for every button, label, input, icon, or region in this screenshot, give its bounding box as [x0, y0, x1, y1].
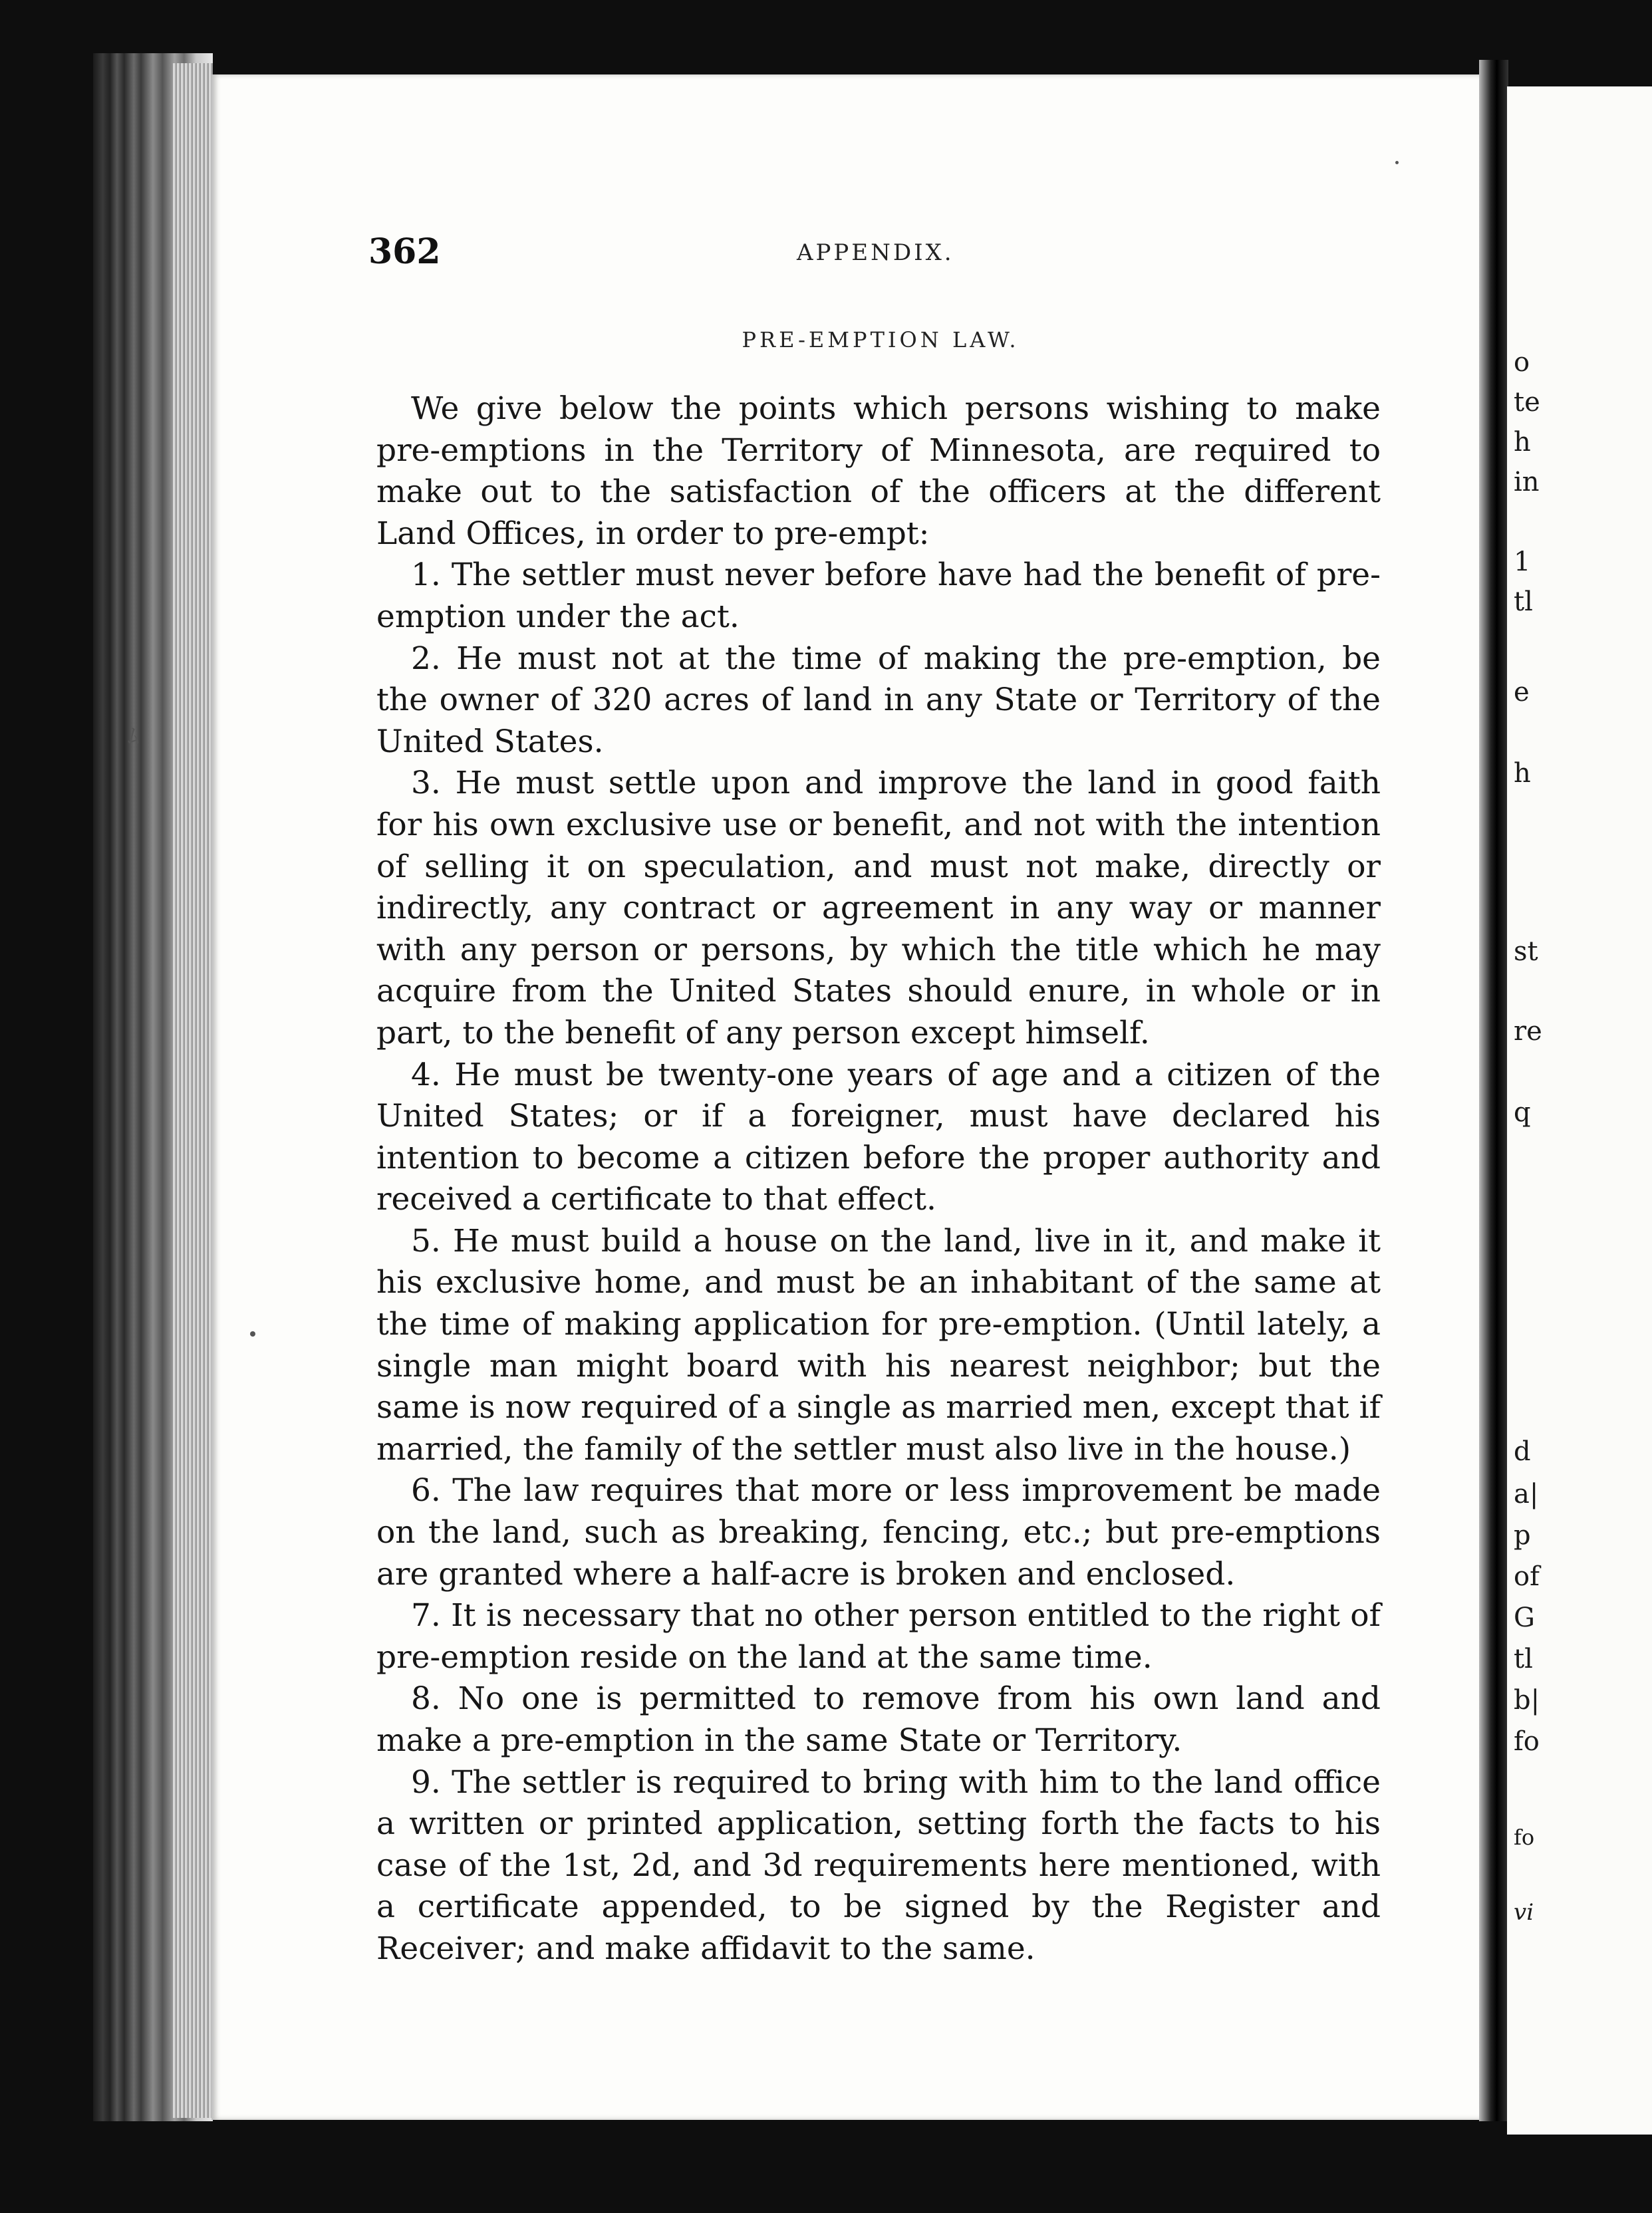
facing-page-fragment: h — [1514, 427, 1531, 457]
facing-page-fragment: of — [1514, 1561, 1540, 1592]
requirement-1: 1. The settler must never before have had the benefit of pre-emption under the act. — [376, 557, 1381, 635]
facing-page-fragment: q — [1514, 1097, 1531, 1128]
facing-page-fragment: p — [1514, 1520, 1531, 1551]
requirement-7: 7. It is necessary that no other person entitled to the right of pre-emption reside on the land at the same time. — [376, 1597, 1381, 1676]
facing-page-fragment: h — [1514, 758, 1531, 789]
requirement-6: 6. The law requires that more or less improvement be made on the land, such as breaking, fencing, etc.; but pre-emptions are granted where a half-acre is broken and enclosed. — [376, 1472, 1381, 1593]
body-text — [376, 388, 1381, 1970]
intro-paragraph: We give below the points which persons wishing to make pre-emptions in the Territory of Minnesota, are required to make out to the satisfaction of the officers at the different Land Offices, in order to pre-empt: — [376, 390, 1381, 552]
book-page-edge-lines — [173, 63, 213, 2118]
facing-page-fragment: e — [1514, 677, 1530, 708]
facing-page-fragment: 1 — [1514, 547, 1531, 577]
book-gutter — [1479, 60, 1508, 2121]
facing-page-fragment: re — [1514, 1016, 1542, 1047]
facing-page-fragment: st — [1514, 936, 1538, 967]
facing-page-fragment: fo — [1514, 1825, 1535, 1850]
ink-speck — [250, 1331, 255, 1337]
facing-page — [1507, 86, 1652, 2135]
facing-page-fragment: d — [1514, 1436, 1531, 1467]
page-number: 362 — [368, 231, 441, 272]
section-title: PRE-EMPTION LAW. — [742, 327, 1020, 352]
facing-page-fragment: a| — [1514, 1479, 1539, 1509]
facing-page-fragment: tl — [1514, 586, 1533, 617]
requirement-2: 2. He must not at the time of making the pre-emption, be the owner of 320 acres of land in any State or Territory of the United States. — [376, 640, 1381, 760]
facing-page-fragment: o — [1514, 347, 1530, 378]
requirement-8: 8. No one is permitted to remove from his own land and make a pre-emption in the same State or Territory. — [376, 1680, 1381, 1759]
facing-page-fragment: vi — [1514, 1899, 1534, 1926]
facing-page-fragment: b| — [1514, 1685, 1540, 1716]
facing-page-fragment: tl — [1514, 1644, 1533, 1674]
facing-page-fragment: in — [1514, 467, 1540, 497]
requirement-9: 9. The settler is required to bring with him to the land office a written or printed application, setting forth the facts to his case of the 1st, 2d, and 3d requirements here mentioned, with a certificate appended, to be signed by the Register and Receiver; and make affidavit to the same. — [376, 1763, 1381, 1967]
ink-speck — [1395, 161, 1399, 164]
requirement-4: 4. He must be twenty-one years of age and a citizen of the United States; or if a foreigner, must have declared his intention to become a citizen before the proper authority and received a certificate to that effect. — [376, 1056, 1381, 1218]
margin-mark: ﾑ — [128, 723, 139, 750]
facing-page-fragment: G — [1514, 1603, 1535, 1633]
requirement-5: 5. He must build a house on the land, live in it, and make it his exclusive home, and must be an inhabitant of the same at the time of making application for pre-emption. (Until lately, a single man might board with his nearest neighbor; but the same is now required of a single as married men, except that if married, the family of the settler must also live in the house.) — [376, 1222, 1381, 1468]
requirement-3: 3. He must settle upon and improve the land in good faith for his own exclusive use or benefit, and not with the intention of selling it on speculation, and must not make, directly or indirectly, any contract or agreement in any way or manner with any person or persons, by which the title which he may acquire from the United States should enure, in whole or in part, to the benefit of any person except himself. — [376, 765, 1381, 1051]
facing-page-fragment: fo — [1514, 1726, 1540, 1757]
facing-page-fragment: te — [1514, 387, 1540, 418]
book-page — [211, 74, 1503, 2120]
running-head: APPENDIX. — [797, 239, 954, 266]
